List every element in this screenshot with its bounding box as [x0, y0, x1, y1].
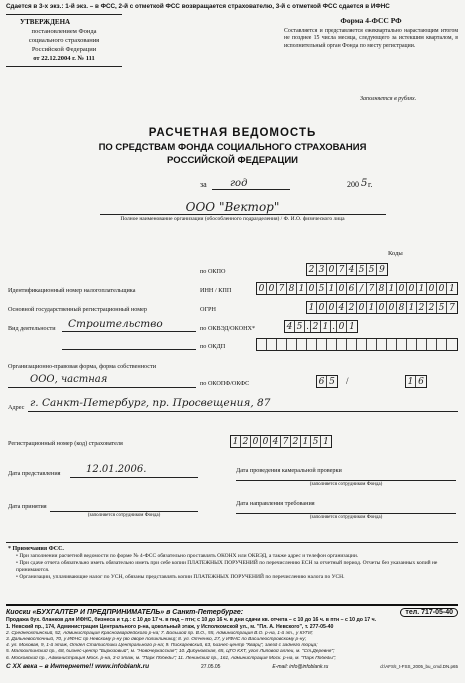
ad-footer-website[interactable]: С ХХ века – в Интернете!! www.infoblank.ru: [6, 662, 150, 670]
approval-line-4: от 22.12.2004 г. № 111: [33, 55, 95, 62]
period-year-digit[interactable]: 5: [361, 178, 368, 189]
submit-date-value[interactable]: 12.01.2006.: [86, 464, 147, 475]
activity-value[interactable]: Строительство: [68, 318, 163, 330]
distribution-banner: Сдается в 3-х экз.: 1-й экз. – в ФСС, 2-й с отметкой ФСС возвращается страхователю, 3-й с отметкой ФСС сдается в ИФНС: [6, 3, 390, 10]
approval-block: [6, 14, 122, 67]
currency-note: Заполняется в рублях.: [360, 96, 417, 102]
ad-subtitle: Продажа бух. бланков для ИФНС, бизнеса и т.д.: с 10 до 17 ч. в пнд – птн; с 10 до 16 ч. в дни сдачи кв. отчета – с 10 до 16 ч. в птн – с 10 до 17 ч.: [6, 617, 377, 623]
ad-footer-code: d:\AFS\I_t-FSS_2005_bu_cmd.DN.p65: [380, 663, 458, 669]
ad-footer-email[interactable]: E-mail: info@infoblank.ru: [272, 663, 329, 670]
codes-header: Коды: [388, 250, 403, 257]
request-date-label: Дата направления требования: [236, 500, 315, 507]
activity-label: Вид деятельности: [8, 325, 56, 332]
note-item: • При заполнении расчетной ведомости по форме № 4-ФСС обязательно проставлять ОКОНХ или ОКВЭД, а также адрес и телефон организации.: [16, 553, 359, 559]
approval-line-2: социального страхования: [28, 37, 100, 44]
doc-title-line-3: РОССИЙСКОЙ ФЕДЕРАЦИИ: [166, 155, 298, 166]
approval-title: УТВЕРЖДЕНА: [20, 18, 71, 26]
period-year-prefix: 200: [347, 180, 359, 189]
period-value[interactable]: год: [230, 178, 248, 189]
note-item: • При сдаче отчета обязательно иметь обязательно иметь при себе копии ПЛАТЕЖНЫХ ПОРУЧЕНИЙ по перечислению ЕСН за отчетный период. Отчеты без указанных копий не принимаются.: [16, 560, 438, 573]
accept-date-caption: (заполняется сотрудником Фонда): [87, 513, 161, 518]
org-name[interactable]: ООО "Вектор": [185, 200, 280, 214]
ogrn-code-label: ОГРН: [200, 306, 216, 313]
address-label: Адрес: [8, 404, 25, 411]
notes-title: * Примечания ФСС.: [8, 546, 64, 552]
ad-line: 4. ул. Моховая, 9, 1-й этаж, Отдел Статистики Центрального р-на; 9. Пискаревский, 63, бизнес-центр "Кварц", заезд с заднего торца;: [6, 643, 318, 649]
okpo-label: по ОКПО: [200, 268, 226, 275]
inn-label: Идентификационный номер налогоплательщика: [8, 287, 136, 294]
period-row: [200, 178, 380, 192]
okved-label: по ОКВЭД/ОКОНХ*: [200, 325, 256, 332]
note-item: • Организации, уплачивающие налог по УСН, обязаны представлять копии ПЛАТЕЖНЫХ ПОРУЧЕНИЙ по перечислению налога по УСН.: [16, 574, 345, 580]
ad-line: 5. Малоохтинский пр., 68, бизнес-центр "Бирюзовый", м. "Новочеркасская"; 10. Дибуновская, 65, ЦГО КХТ, угол Липовой аллеи, м. "Ст.Деревня";: [6, 649, 335, 655]
okopf-separator: /: [346, 376, 349, 386]
form-instructions: Составляется и представляется ежеквартально нарастающим итогом не позднее 15 числа месяца, следующего за истекшим кварталом, в исполнительный орган Фонда по месту регистрации.: [284, 28, 458, 49]
notes-block: [8, 545, 458, 581]
form-name: Форма 4-ФСС РФ: [340, 16, 402, 25]
doc-title-line-1: РАСЧЕТНАЯ ВЕДОМОСТЬ: [148, 127, 317, 139]
doc-title: [0, 126, 465, 167]
request-date-caption: (заполняется сотрудником Фонда): [309, 515, 383, 520]
submit-date-label: Дата представления: [8, 470, 61, 477]
okdp-cells[interactable]: [256, 338, 458, 351]
okved-cells[interactable]: 4 5 . 2 1 . 0 1: [284, 320, 358, 333]
ad-line: 6. Московский пр., Администрация Моск. р-на, 3-й этаж, м. "Парк Победы"; 11. Ленинский пр., 161, Администрация Моск. р-на, м. "Парк Победы";: [6, 655, 336, 661]
period-suffix: г.: [368, 180, 373, 189]
address-value[interactable]: г. Санкт-Петербург, пр. Просвещения, 87: [30, 397, 271, 409]
form-info-block: [284, 16, 458, 50]
doc-title-line-2: ПО СРЕДСТВАМ ФОНДА СОЦИАЛЬНОГО СТРАХОВАНИЯ: [98, 142, 367, 153]
inn-kpp-cells[interactable]: 0 0 7 8 1 0 5 1 0 6 / 7 8 1 0 0 1 0 0 1: [256, 282, 458, 295]
ad-footer-date: 27.05.05: [201, 663, 221, 670]
audit-date-label: Дата проведения камеральной проверки: [236, 467, 342, 474]
reg-number-cells[interactable]: 1 2 0 0 4 7 2 1 5 1: [230, 435, 332, 448]
ogrn-label: Основной государственный регистрационный номер: [8, 306, 147, 313]
ad-phone: тел. 717-05-40: [400, 608, 458, 617]
approval-line-3: Российской Федерации: [31, 46, 97, 53]
ad-title: Киоски «БУХГАЛТЕР И ПРЕДПРИНИМАТЕЛЬ» в Санкт-Петербурге:: [6, 609, 244, 616]
accept-date-label: Дата принятия: [8, 503, 47, 510]
opf-value[interactable]: ООО, частная: [30, 374, 108, 385]
period-prefix: за: [200, 180, 207, 189]
okopf-label: по ОКОПФ/ОКФС: [200, 380, 250, 387]
org-caption: Полное наименование организации (обособленного подразделения) / Ф. И.О. физического лица: [120, 216, 345, 222]
opf-label: Организационно-правовая форма, форма собственности: [8, 363, 157, 370]
inn-code-label: ИНН / КПП: [200, 287, 232, 294]
approval-line-1: постановлением Фонда: [31, 28, 97, 35]
okopf-cells[interactable]: 6 5: [316, 375, 338, 388]
okfs-cells[interactable]: 1 6: [405, 375, 427, 388]
audit-date-caption: (заполняется сотрудником Фонда): [309, 482, 383, 487]
ad-line: 2. Среднеохтинский, 52, Администрация Красногвардейского р-на; 7. Большой пр. В.О., 55, Администрация В.О. р-на, 1-й эт., у КУГИ;: [6, 630, 313, 636]
okpo-cells[interactable]: 2 3 0 7 4 5 5 9: [306, 263, 388, 276]
ad-line: 3. Дальневосточный, 70, у ИФНС пр Невскому р-ну (во дворе поликлиники); 8. ул. Отченко, 27, у ИФНС по Василеостровскому р-ну;: [6, 636, 307, 642]
kiosk-ad: [6, 604, 458, 670]
reg-number-label: Регистрационный номер (код) страхователя: [8, 440, 123, 447]
okdp-label: по ОКДП: [200, 343, 226, 350]
ogrn-cells[interactable]: 1 0 0 4 2 0 1 0 0 8 1 2 2 5 7: [306, 301, 458, 314]
ad-line: 1. Невский пр., 174, Администрация Центрального р-на, цокольный этаж, у Исполкомской ул., м. "Пл. А. Невского", т. 277-05-40: [6, 624, 334, 630]
